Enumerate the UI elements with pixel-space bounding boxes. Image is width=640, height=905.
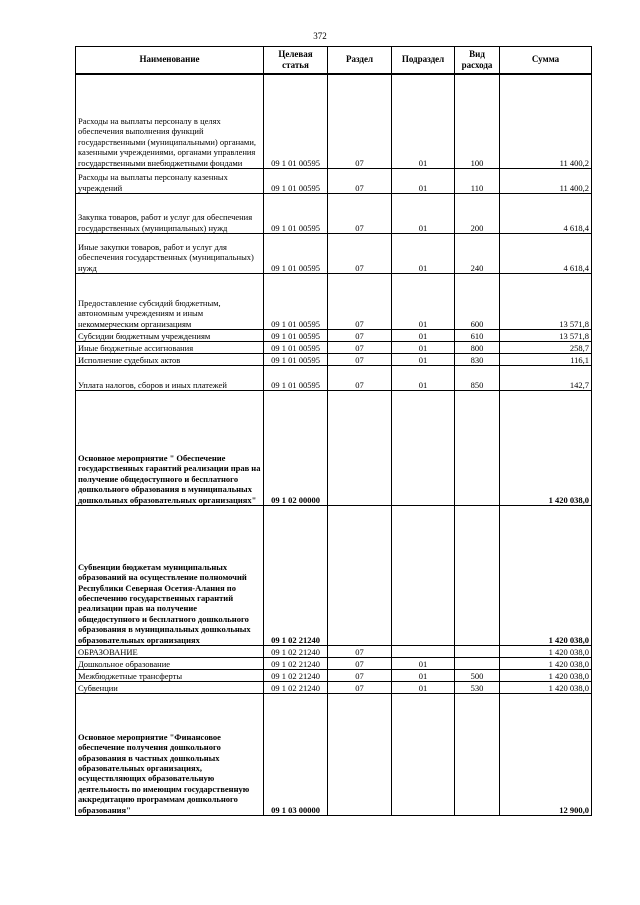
cell-name: Иные закупки товаров, работ и услуг для обеспечения государственных (муниципальных) нужд <box>76 234 264 274</box>
table-row <box>76 694 592 816</box>
cell-amount: 13 571,8 <box>500 330 592 342</box>
table-row <box>76 74 592 169</box>
cell-name: Закупка товаров, работ и услуг для обеспечения государственных (муниципальных) нужд <box>76 194 264 234</box>
cell-amount: 12 900,0 <box>500 694 592 816</box>
cell-section: 07 <box>328 670 392 682</box>
cell-section: 07 <box>328 234 392 274</box>
cell-subsection: 01 <box>392 354 455 366</box>
table-row <box>76 682 592 694</box>
cell-expense-type: 610 <box>455 330 500 342</box>
cell-expense-type <box>455 391 500 506</box>
cell-amount: 142,7 <box>500 366 592 391</box>
cell-amount: 11 400,2 <box>500 74 592 169</box>
cell-subsection: 01 <box>392 169 455 194</box>
cell-subsection: 01 <box>392 234 455 274</box>
table-row <box>76 366 592 391</box>
cell-section: 07 <box>328 682 392 694</box>
cell-section: 07 <box>328 194 392 234</box>
cell-name: Расходы на выплаты персоналу казенных учреждений <box>76 169 264 194</box>
table-row <box>76 274 592 330</box>
header-expense-type: Вид расхода <box>455 47 500 74</box>
cell-subsection <box>392 646 455 658</box>
cell-section: 07 <box>328 658 392 670</box>
cell-article: 09 1 01 00595 <box>264 342 328 354</box>
cell-name: Субвенции <box>76 682 264 694</box>
table-row <box>76 169 592 194</box>
cell-subsection: 01 <box>392 342 455 354</box>
cell-section <box>328 391 392 506</box>
cell-subsection <box>392 694 455 816</box>
table-row <box>76 646 592 658</box>
cell-article: 09 1 01 00595 <box>264 194 328 234</box>
cell-article: 09 1 01 00595 <box>264 366 328 391</box>
cell-article: 09 1 01 00595 <box>264 354 328 366</box>
cell-subsection: 01 <box>392 330 455 342</box>
cell-expense-type <box>455 694 500 816</box>
cell-amount: 258,7 <box>500 342 592 354</box>
table-row <box>76 354 592 366</box>
header-amount: Сумма <box>500 47 592 74</box>
table-row <box>76 391 592 506</box>
cell-amount: 1 420 038,0 <box>500 670 592 682</box>
header-article: Целевая статья <box>264 47 328 74</box>
cell-article: 09 1 01 00595 <box>264 274 328 330</box>
cell-expense-type: 500 <box>455 670 500 682</box>
cell-amount: 1 420 038,0 <box>500 506 592 646</box>
cell-section <box>328 694 392 816</box>
cell-name: Иные бюджетные ассигнования <box>76 342 264 354</box>
cell-expense-type <box>455 646 500 658</box>
cell-amount: 1 420 038,0 <box>500 658 592 670</box>
cell-name: Основное мероприятие " Обеспечение государственных гарантий реализации прав на получение общедоступного и бесплатного дошкольного образования в муниципальных дошкольных образовательных организациях" <box>76 391 264 506</box>
cell-section: 07 <box>328 354 392 366</box>
cell-expense-type: 530 <box>455 682 500 694</box>
cell-amount: 13 571,8 <box>500 274 592 330</box>
cell-amount: 4 618,4 <box>500 234 592 274</box>
cell-subsection <box>392 506 455 646</box>
cell-name: Субсидии бюджетным учреждениям <box>76 330 264 342</box>
cell-amount: 1 420 038,0 <box>500 391 592 506</box>
cell-expense-type: 600 <box>455 274 500 330</box>
cell-subsection: 01 <box>392 274 455 330</box>
cell-section: 07 <box>328 646 392 658</box>
cell-section: 07 <box>328 274 392 330</box>
budget-table <box>75 46 592 816</box>
cell-article: 09 1 02 21240 <box>264 506 328 646</box>
cell-article: 09 1 01 00595 <box>264 74 328 169</box>
cell-name: Уплата налогов, сборов и иных платежей <box>76 366 264 391</box>
cell-amount: 11 400,2 <box>500 169 592 194</box>
table-row <box>76 330 592 342</box>
cell-article: 09 1 02 21240 <box>264 646 328 658</box>
cell-section <box>328 506 392 646</box>
cell-subsection: 01 <box>392 366 455 391</box>
cell-section: 07 <box>328 330 392 342</box>
cell-amount: 1 420 038,0 <box>500 682 592 694</box>
table-body <box>76 74 592 816</box>
cell-article: 09 1 02 21240 <box>264 658 328 670</box>
cell-article: 09 1 02 21240 <box>264 670 328 682</box>
cell-name: Исполнение судебных актов <box>76 354 264 366</box>
table-row <box>76 194 592 234</box>
cell-subsection: 01 <box>392 194 455 234</box>
cell-name: Межбюджетные трансферты <box>76 670 264 682</box>
page-number: 372 <box>313 31 327 41</box>
header-subsection: Подраздел <box>392 47 455 74</box>
cell-expense-type: 100 <box>455 74 500 169</box>
cell-expense-type: 830 <box>455 354 500 366</box>
cell-amount: 4 618,4 <box>500 194 592 234</box>
cell-article: 09 1 01 00595 <box>264 169 328 194</box>
cell-article: 09 1 02 00000 <box>264 391 328 506</box>
cell-subsection: 01 <box>392 658 455 670</box>
cell-article: 09 1 01 00595 <box>264 330 328 342</box>
cell-expense-type: 850 <box>455 366 500 391</box>
cell-name: Субвенции бюджетам муниципальных образований на осуществление полномочий Республики Северная Осетия-Алания по обеспечению государственных гарантий реализации прав на получение общедоступного и бесплатного дошкольного образования в муниципальных дошкольных образовательных организациях <box>76 506 264 646</box>
header-name: Наименование <box>76 47 264 74</box>
table-header-row <box>76 47 592 74</box>
cell-article: 09 1 02 21240 <box>264 682 328 694</box>
cell-section: 07 <box>328 169 392 194</box>
cell-name: Основное мероприятие "Финансовое обеспечение получения дошкольного образования в частных дошкольных образовательных организациях, осуществляющих образовательную деятельность по имеющим государственную аккредитацию программам дошкольного образования" <box>76 694 264 816</box>
cell-article: 09 1 01 00595 <box>264 234 328 274</box>
cell-section: 07 <box>328 342 392 354</box>
cell-section: 07 <box>328 366 392 391</box>
cell-expense-type: 800 <box>455 342 500 354</box>
table-row <box>76 506 592 646</box>
table-row <box>76 342 592 354</box>
cell-section: 07 <box>328 74 392 169</box>
header-section: Раздел <box>328 47 392 74</box>
cell-expense-type: 110 <box>455 169 500 194</box>
cell-name: Предоставление субсидий бюджетным, автономным учреждениям и иным некоммерческим организациям <box>76 274 264 330</box>
cell-expense-type: 240 <box>455 234 500 274</box>
cell-subsection: 01 <box>392 74 455 169</box>
table-row <box>76 670 592 682</box>
cell-expense-type <box>455 506 500 646</box>
cell-name: Дошкольное образование <box>76 658 264 670</box>
cell-amount: 116,1 <box>500 354 592 366</box>
cell-expense-type: 200 <box>455 194 500 234</box>
cell-subsection <box>392 391 455 506</box>
table-row <box>76 658 592 670</box>
table-row <box>76 234 592 274</box>
cell-subsection: 01 <box>392 682 455 694</box>
cell-article: 09 1 03 00000 <box>264 694 328 816</box>
cell-expense-type <box>455 658 500 670</box>
cell-subsection: 01 <box>392 670 455 682</box>
cell-name: Расходы на выплаты персоналу в целях обеспечения выполнения функций государственными (муниципальными) органами, казенными учреждениями, органами управления государственными внебюджетными фондами <box>76 74 264 169</box>
cell-name: ОБРАЗОВАНИЕ <box>76 646 264 658</box>
cell-amount: 1 420 038,0 <box>500 646 592 658</box>
